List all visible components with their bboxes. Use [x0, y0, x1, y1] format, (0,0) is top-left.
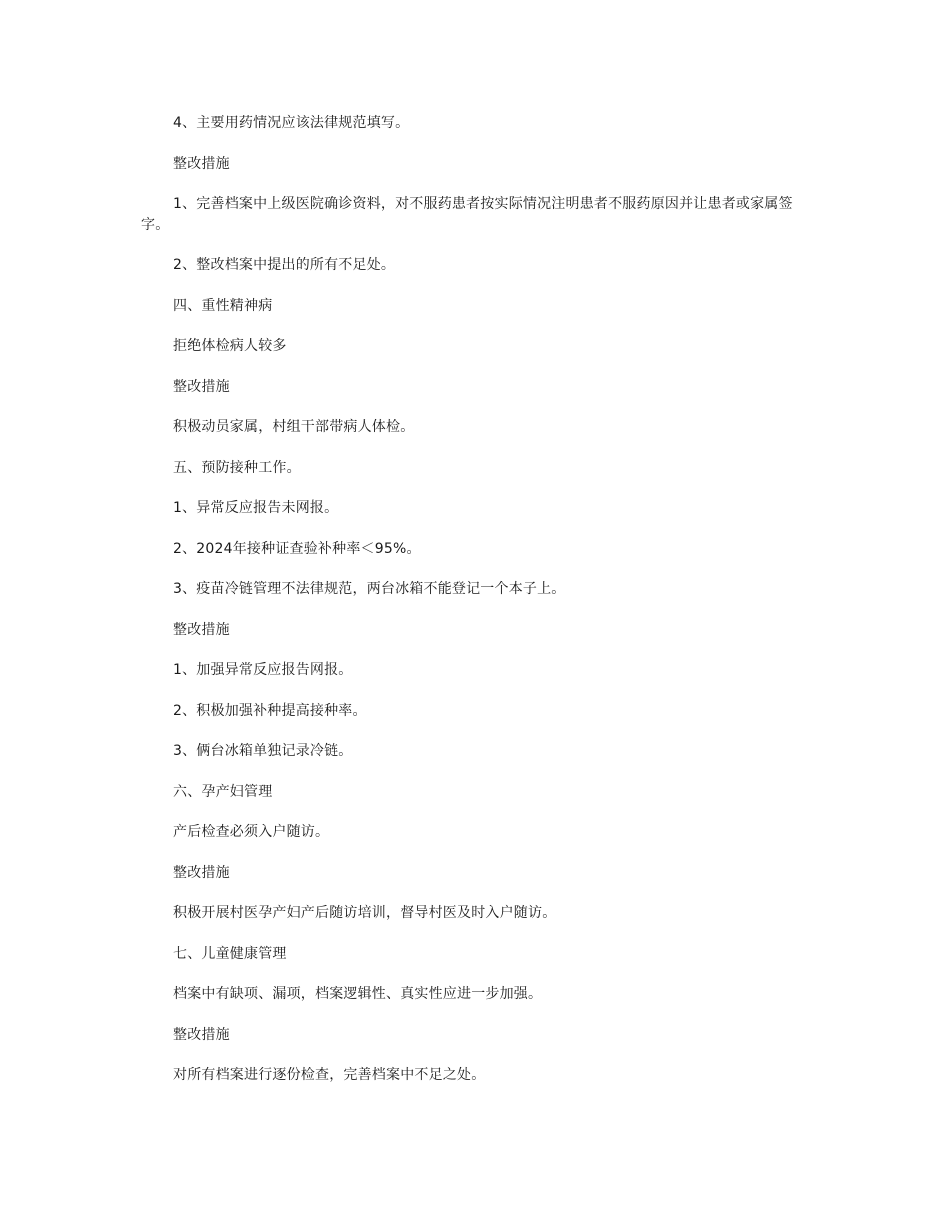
- paragraph-mobilize-family: 积极动员家属，村组干部带病人体检。: [173, 419, 415, 435]
- paragraph-fix-deficiencies: 2、整改档案中提出的所有不足处。: [173, 257, 396, 273]
- paragraph-rectification-heading-4: 整改措施: [173, 864, 230, 881]
- paragraph-rectification-heading-1: 整改措施: [173, 155, 230, 172]
- paragraph-file-gaps: 档案中有缺项、漏项，档案逻辑性、真实性应进一步加强。: [173, 986, 543, 1002]
- section-heading-vaccination: 五、预防接种工作。: [173, 459, 301, 476]
- paragraph-cold-chain: 3、疫苗冷链管理不法律规范，两台冰箱不能登记一个本子上。: [173, 581, 566, 597]
- section-heading-maternal-management: 六、孕产妇管理: [173, 783, 273, 800]
- paragraph-improve-diagnosis-records: 1、完善档案中上级医院确诊资料，对不服药患者按实际情况注明患者不服药原因并让患者或家属签字。: [141, 196, 793, 233]
- paragraph-separate-fridge-records: 3、俩台冰箱单独记录冷链。: [173, 743, 353, 759]
- paragraph-adverse-reaction: 1、异常反应报告未网报。: [173, 500, 339, 516]
- paragraph-rectification-heading-3: 整改措施: [173, 621, 230, 638]
- paragraph-strengthen-reporting: 1、加强异常反应报告网报。: [173, 662, 353, 678]
- document-body: [141, 113, 806, 1106]
- paragraph-medication-recording: 4、主要用药情况应该法律规范填写。: [173, 115, 410, 131]
- paragraph-refuse-checkup: 拒绝体检病人较多: [173, 338, 287, 354]
- paragraph-review-all-files: 对所有档案进行逐份检查，完善档案中不足之处。: [173, 1067, 486, 1083]
- paragraph-rectification-heading-5: 整改措施: [173, 1026, 230, 1043]
- paragraph-village-doctor-training: 积极开展村医孕产妇产后随访培训，督导村医及时入户随访。: [173, 905, 557, 921]
- paragraph-improve-vaccination-rate: 2、积极加强补种提高接种率。: [173, 702, 367, 719]
- section-heading-child-health: 七、儿童健康管理: [173, 945, 287, 962]
- paragraph-postpartum-visit: 产后检查必须入户随访。: [173, 824, 330, 840]
- paragraph-rectification-heading-2: 整改措施: [173, 378, 230, 395]
- paragraph-vaccination-rate: 2、2024年接种证查验补种率＜95%。: [173, 540, 421, 557]
- section-heading-mental-illness: 四、重性精神病: [173, 297, 273, 314]
